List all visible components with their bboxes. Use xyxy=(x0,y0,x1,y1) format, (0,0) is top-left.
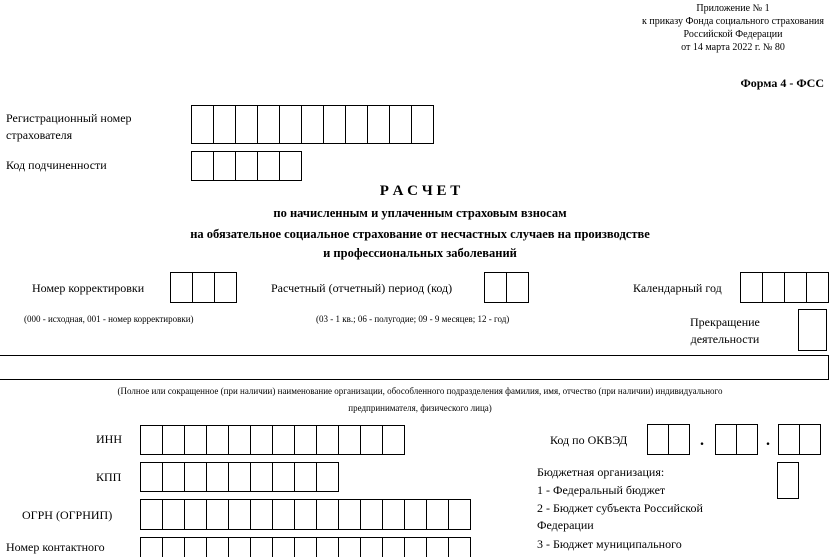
appendix-line-1: Приложение № 1 xyxy=(696,3,770,14)
form-title: Р А С Ч Е Т xyxy=(379,183,461,199)
appendix-line-3: Российской Федерации xyxy=(683,29,783,40)
appendix-header xyxy=(642,2,824,54)
inn-field[interactable] xyxy=(140,425,405,455)
org-name-hint-line1: (Полное или сокращенное (при наличии) наименование организации, обособленного подразделения фамилия, имя, отчество (при наличии) индивидуального xyxy=(117,386,723,396)
appendix-line-2: к приказу Фонда социального страхования xyxy=(642,16,824,27)
appendix-line-4: от 14 марта 2022 г. № 80 xyxy=(681,42,785,53)
reg-number-label-line1: Регистрационный номер xyxy=(6,111,132,125)
termination-label xyxy=(690,314,760,348)
budget-option-2-cont: Федерации xyxy=(537,518,594,532)
period-field[interactable] xyxy=(484,272,529,303)
ogrn-field[interactable] xyxy=(140,499,471,530)
org-name-field[interactable] xyxy=(0,355,829,380)
inn-label: ИНН xyxy=(96,432,122,446)
ogrn-label: ОГРН (ОГРНИП) xyxy=(22,508,113,522)
reg-number-field[interactable] xyxy=(191,105,434,144)
form-subtitle-3: и профессиональных заболеваний xyxy=(323,246,517,260)
form-subtitle-2: на обязательное социальное страхование от несчастных случаев на производстве xyxy=(190,227,650,241)
year-field[interactable] xyxy=(740,272,829,303)
budget-option-1: 1 - Федеральный бюджет xyxy=(537,483,666,497)
org-name-hint-line2: предпринимателя, физического лица) xyxy=(348,403,492,413)
budget-field[interactable] xyxy=(777,462,799,499)
form-subtitle-1: по начисленным и уплаченным страховым взносам xyxy=(273,206,567,220)
termination-label-line2: деятельности xyxy=(690,332,760,346)
okved-field-part1[interactable] xyxy=(647,424,690,455)
okved-separator-1: . xyxy=(700,432,704,449)
termination-label-line1: Прекращение xyxy=(690,315,760,329)
year-label: Календарный год xyxy=(633,281,722,295)
period-hint: (03 - 1 кв.; 06 - полугодие; 09 - 9 месяцев; 12 - год) xyxy=(316,314,510,324)
correction-label: Номер корректировки xyxy=(32,281,145,295)
okved-field-part2[interactable] xyxy=(715,424,758,455)
phone-field[interactable] xyxy=(140,537,471,557)
budget-option-3: 3 - Бюджет муниципального xyxy=(537,537,682,551)
okved-separator-2: . xyxy=(766,432,770,449)
phone-label: Номер контактного xyxy=(6,540,105,554)
org-name-hint xyxy=(0,383,840,417)
correction-field[interactable] xyxy=(170,272,237,303)
okved-field-part3[interactable] xyxy=(778,424,821,455)
reg-number-label-line2: страхователя xyxy=(6,128,73,142)
subordination-label: Код подчиненности xyxy=(6,158,107,172)
kpp-field[interactable] xyxy=(140,462,339,492)
budget-option-2: 2 - Бюджет субъекта Российской xyxy=(537,501,703,515)
period-label: Расчетный (отчетный) период (код) xyxy=(271,281,453,295)
correction-hint: (000 - исходная, 001 - номер корректировки) xyxy=(24,314,194,324)
kpp-label: КПП xyxy=(96,470,122,484)
form-name: Форма 4 - ФСС xyxy=(740,76,824,90)
termination-field[interactable] xyxy=(798,309,827,351)
reg-number-label xyxy=(6,110,132,144)
subordination-field[interactable] xyxy=(191,151,302,181)
budget-label: Бюджетная организация: xyxy=(537,465,665,479)
okved-label: Код по ОКВЭД xyxy=(550,433,628,447)
